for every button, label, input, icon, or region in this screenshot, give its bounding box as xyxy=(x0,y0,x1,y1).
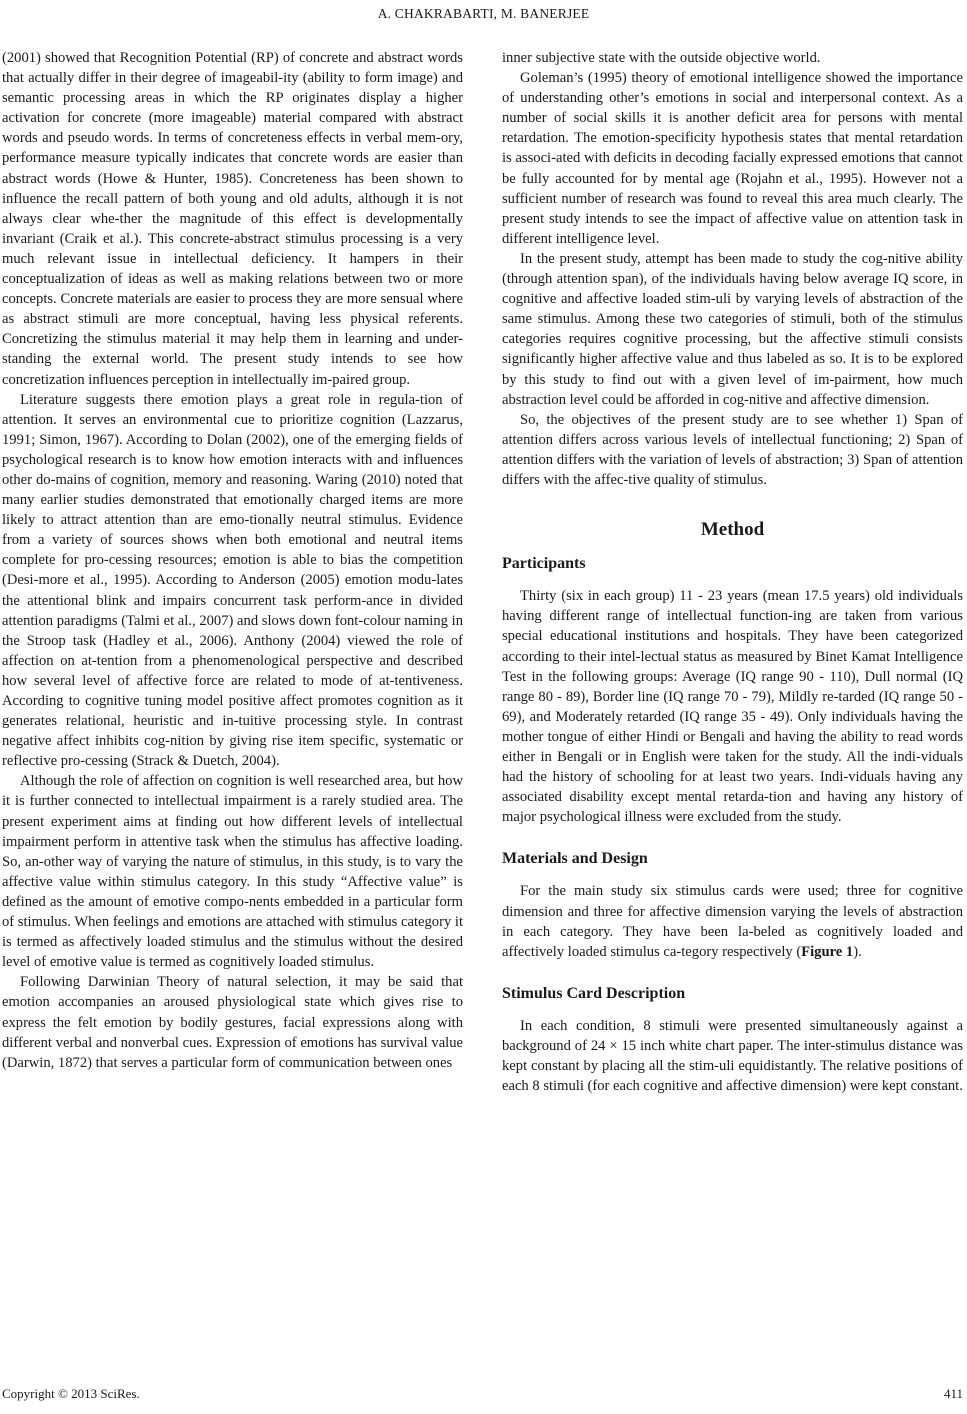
materials-text-end: ). xyxy=(853,943,862,960)
figure-reference-link[interactable]: Figure 1 xyxy=(801,943,854,960)
copyright-notice: Copyright © 2013 SciRes. xyxy=(2,1386,140,1401)
materials-heading: Materials and Design xyxy=(502,850,648,868)
stimulus-heading: Stimulus Card Description xyxy=(502,984,686,1002)
right-column xyxy=(502,48,963,1096)
body-paragraph: inner subjective state with the outside objective world. xyxy=(502,50,821,66)
body-paragraph: Although the role of affection on cognition is well researched area, but how it is further connected to intellectual impairment is a rarely studied area. The present experiment aims at finding out how different levels of intellectual impairment perform in attentive task when the stimulus has affective loading. So, an-other way of varying the nature of stimulus, in this study, is to vary the affective value within stimulus category. In this study “Affective value” is defined as the amount of emotive compo-nents embedded in a particular form of stimulus. When feelings and emotions are attached with stimulus category it is termed as affectively loaded stimulus and the stimulus without the desired level of emotive value is termed as cognitively loaded stimulus. xyxy=(2,773,463,971)
materials-paragraph xyxy=(502,881,963,961)
materials-text: For the main study six stimulus cards were used; three for cognitive dimension and three for affective dimension varying the levels of abstraction in each category. They have been la-beled as cognitively loaded and affectively loaded stimulus ca-tegory respectively ( xyxy=(502,883,963,960)
method-heading: Method xyxy=(700,519,765,541)
body-paragraph: Goleman’s (1995) theory of emotional intelligence showed the importance of understanding other’s emotions in social and interpersonal context. As a number of social skills it is another deficit area for persons with mental retardation. The emotion-specificity hypothesis states that mental retardation is associ-ated with deficits in decoding facially expressed emotions that cannot be fully accounted for by mental age (Rojahn et al., 1995). However not a sufficient number of research was found to reveal this area much clearly. The present study intends to see the impact of affective value on attention task in different intelligence level. xyxy=(502,70,963,247)
body-paragraph: In the present study, attempt has been made to study the cog-nitive ability (through attention span), of the individuals having below average IQ score, in cognitive and affective loaded stim-uli by varying levels of abstraction of the same stimulus. Among these two categories of stimuli, both of the stimulus categories requires cognitive processing, but the affective stimuli consists significantly higher affective value and thus labeled as so. It is to be explored by this study to find out with a given level of im-pairment, how much abstraction level could be afforded in cog-nitive and affective dimension. xyxy=(502,250,963,408)
participants-paragraph: Thirty (six in each group) 11 - 23 years (mean 17.5 years) old individuals having different range of intellectual function-ing are taken from various special educational institutions and hospitals. They have been categorized according to their intel-lectual status as measured by Binet Kamat Intelligence Test in the following groups: Average (IQ range 90 - 110), Dull normal (IQ range 80 - 89), Border line (IQ range 70 - 79), Mildly re-tarded (IQ range 50 - 69), and Moderately retarded (IQ range 35 - 49). Only individuals having the mother tongue of either Hindi or Bengali and having the ability to read words either in Bengali or in English were taken for the study. All the indi-viduals had the history of schooling for at least two years. Indi-viduals having any associated disability except mental retarda-tion and having any history of major psychological illness were excluded from the study. xyxy=(502,588,963,826)
left-column xyxy=(2,48,463,1073)
page-number: 411 xyxy=(943,1386,963,1401)
stimulus-paragraph: In each condition, 8 stimuli were presented simultaneously against a background of 24 × 15 inch white chart paper. The inter-stimulus distance was kept constant by placing all the stim-uli equidistantly. The relative positions of each 8 stimuli (for each cognitive and affective dimension) were kept constant. xyxy=(502,1017,963,1095)
running-head: A. CHAKRABARTI, M. BANERJEE xyxy=(377,6,590,21)
body-paragraph: Literature suggests there emotion plays a great role in regula-tion of attention. It serves an environmental cue to prioritize cognition (Lazzarus, 1991; Simon, 1967). According to Dolan (2002), one of the emerging fields of psychological research is to know how emotion interacts with and influences other do-mains of cognition, memory and reasoning. Waring (2010) noted that many earlier studies demonstrated that emotionally charged items are more likely to attract attention than are emo-tionally neutral stimulus. Evidence from a variety of sources shows when both emotional and neutral items complete for pro-cessing resources; emotion is able to bias the competition (Desi-more et al., 1995). According to Anderson (2005) emotion modu-lates the attentional blink and impairs concurrent task perform-ance in divided attention paradigms (Talmi et al., 2007) and slows down font-colour naming in the Stroop task (Hadley et al., 2006). Anthony (2004) viewed the role of affection on at-tention from a phenomenological perspective and described how several level of affective force are related to mode of at-tentiveness. According to cognitive tuning model positive affect promotes cognition as it generates relational, heuristic and in-tuitive processing style. In contrast negative affect inhibits cog-nition by giving rise item specific, systematic or reflective pro-cessing (Strack & Duetch, 2004). xyxy=(2,391,463,770)
body-paragraph: (2001) showed that Recognition Potential (RP) of concrete and abstract words that actually differ in their degree of imageabil-ity (ability to form image) and semantic processing areas in which the RP originates display a higher activation for concrete (more imageable) material compared with abstract words and pseudo words. In terms of concreteness effects in verbal mem-ory, performance measure typically indicates that concrete words are easier than abstract words (Howe & Hunter, 1985). Concreteness has been shown to influence the recall pattern of both young and old adults, although it is not always clear whe-ther the magnitude of this effect is developmentally invariant (Craik et al.). This concrete-abstract stimulus processing is a very much relevant issue in intellectual deficiency. It hampers in their conceptualization of ideas as well as making relations between two or more concepts. Concrete materials are easier to process they are more sensual where as abstract stimuli are more conceptual, having less physical referents. Concretizing the stimulus material it may help them in learning and under-standing the external world. The present study intends to see how concretization influences perception in intellectually im-paired group. xyxy=(2,50,463,388)
participants-heading: Participants xyxy=(502,555,586,573)
body-paragraph: So, the objectives of the present study are to see whether 1) Span of attention differs across various levels of intellectual functioning; 2) Span of attention differs with the variation of levels of abstraction; 3) Span of attention differs with the affec-tive quality of stimulus. xyxy=(502,411,963,488)
body-paragraph: Following Darwinian Theory of natural selection, it may be said that emotion accompanies an aroused physiological state which gives rise to express the felt emotion by bodily gestures, facial expressions along with different verbal and nonverbal cues. Expression of emotions has survival value (Darwin, 1872) that serves a particular form of communication between ones xyxy=(2,974,463,1071)
